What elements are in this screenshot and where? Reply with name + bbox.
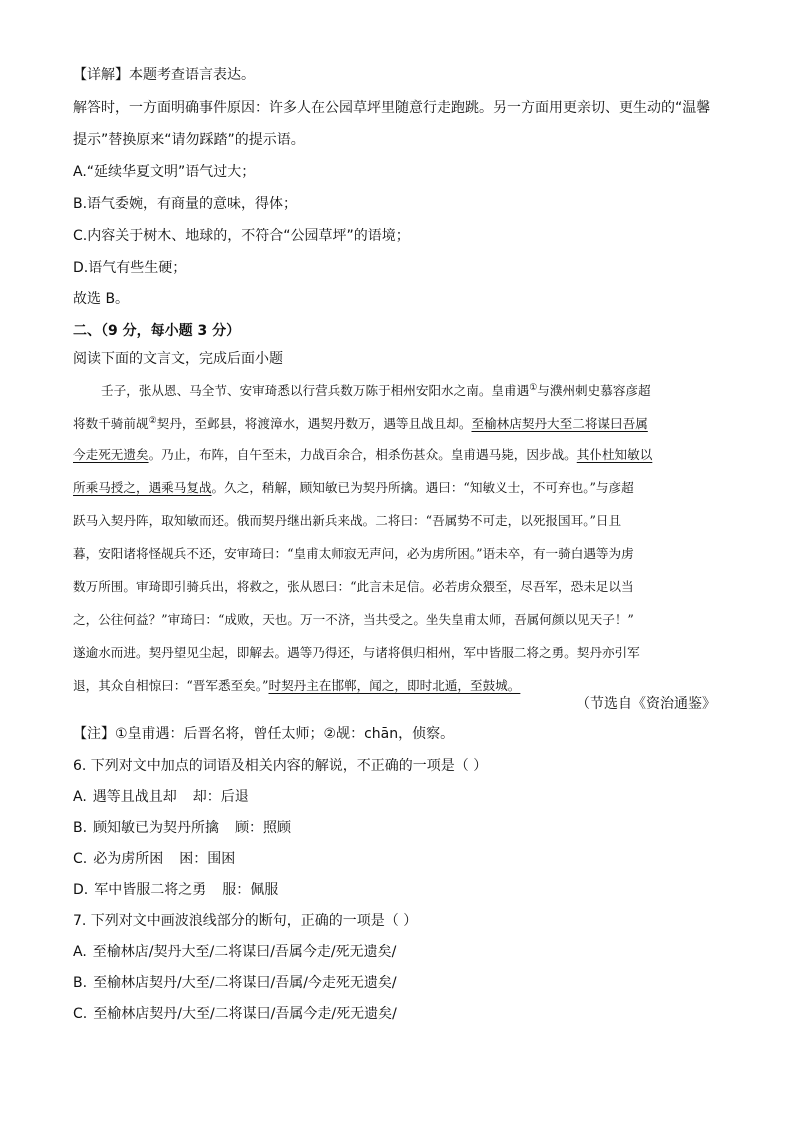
question-6-option-b: B. 顾知敏已为契丹所擒 顾：照顾 xyxy=(73,820,292,836)
analysis-answer: 故选 B。 xyxy=(73,291,130,307)
passage-line-1: 壬子，张从恩、马全节、安审琦悉以行营兵数万陈于相州安阳水之南。皇甫遇①与濮州刺史慕容彦超 xyxy=(101,383,651,399)
question-6-option-d: D. 军中皆服二将之勇 服：佩服 xyxy=(73,882,279,898)
analysis-title: 【详解】本题考查语言表达。 xyxy=(73,67,255,83)
question-7-option-a: A. 至榆林店/契丹大至/二将谋曰/吾属今走/死无遗矣/ xyxy=(73,944,397,960)
passage-line-6: 暮，安阳诸将怪觇兵不还，安审琦曰：“皇甫太师寂无声问，必为虏所困。”语未卒，有一骑白遇等为虏 xyxy=(73,546,634,561)
question-7-option-b: B. 至榆林店契丹/大至/二将谋曰/吾属/今走死无遗矣/ xyxy=(73,975,397,991)
analysis-option-a: A.“延续华夏文明”语气过大； xyxy=(73,164,256,180)
passage-line-9: 遂逾水而进。契丹望见尘起，即解去。遇等乃得还，与诸将俱归相州，军中皆服二将之勇。契丹亦引军 xyxy=(73,645,640,660)
passage-line-7: 数万所围。审琦即引骑兵出，将救之，张从恩曰：“此言未足信。必若虏众猥至，尽吾军，恐未足以当 xyxy=(73,579,634,594)
wavy-underlined-text: 今走死无遗矣 xyxy=(73,447,149,462)
underlined-text: 所乘马授之，遇乘马复战 xyxy=(73,480,212,495)
analysis-explain-line-1: 解答时，一方面明确事件原因：许多人在公园草坪里随意行走跑跳。另一方面用更亲切、更生动的“温馨 xyxy=(73,100,711,116)
underlined-text: 其仆杜知敏以 xyxy=(576,447,653,462)
question-6-option-c: C. 必为虏所困 困：围困 xyxy=(73,851,236,867)
passage-line-4: 所乘马授之，遇乘马复战。久之，稍解，顾知敏已为契丹所擒。遇曰：“知敏义士，不可弃也。”与彦超 xyxy=(73,480,634,495)
wavy-underlined-text: 至榆林店契丹大至二将谋曰吾属 xyxy=(471,416,648,432)
passage-line-5: 跃马入契丹阵，取知敏而还。俄而契丹继出新兵来战。二将曰：“吾属势不可走，以死报国耳。”日且 xyxy=(73,513,622,528)
analysis-option-b: B.语气委婉，有商量的意味，得体； xyxy=(73,196,298,212)
question-7-stem: 7. 下列对文中画波浪线部分的断句，正确的一项是（ ） xyxy=(73,913,418,929)
analysis-explain-line-2: 提示”替换原来“请勿踩踏”的提示语。 xyxy=(73,132,305,148)
question-7-option-c: C. 至榆林店契丹/大至/二将谋曰/吾属今走/死无遗矣/ xyxy=(73,1006,397,1022)
section-heading: 二、（9 分，每小题 3 分） xyxy=(73,323,241,339)
footnote: 【注】①皇甫遇：后晋名将，曾任太师；②觇：chān，侦察。 xyxy=(73,726,455,742)
analysis-option-c: C.内容关于树木、地球的，不符合“公园草坪”的语境； xyxy=(73,228,410,244)
analysis-option-d: D.语气有些生硬； xyxy=(73,260,187,276)
passage-line-3: 今走死无遗矣。乃止，布阵，自午至未，力战百余合，相杀伤甚众。皇甫遇马毙，因步战。其仆杜知敏以 xyxy=(73,447,653,462)
question-6-option-a: A. 遇等且战且却 却：后退 xyxy=(73,789,249,805)
passage-line-10: 退，其众自相惊曰：“晋军悉至矣。”时契丹主在邯郸，闻之，即时北遁，至鼓城。 xyxy=(73,678,521,693)
question-6-stem: 6. 下列对文中加点的词语及相关内容的解说，不正确的一项是（ ） xyxy=(73,758,488,774)
passage-source: （节选自《资治通鉴》 xyxy=(576,696,716,712)
section-instruction: 阅读下面的文言文，完成后面小题 xyxy=(73,351,283,367)
underlined-text: 时契丹主在邯郸，闻之，即时北遁，至鼓城。 xyxy=(268,678,521,693)
passage-line-8: 之，公往何益？”审琦曰：“成败，天也。万一不济，当共受之。坐失皇甫太师，吾属何颜以见天子！” xyxy=(73,612,634,627)
passage-line-2: 将数千骑前觇②契丹，至邺县，将渡漳水，遇契丹数万，遇等且战且却。至榆林店契丹大至二将谋曰吾属 xyxy=(73,416,648,432)
